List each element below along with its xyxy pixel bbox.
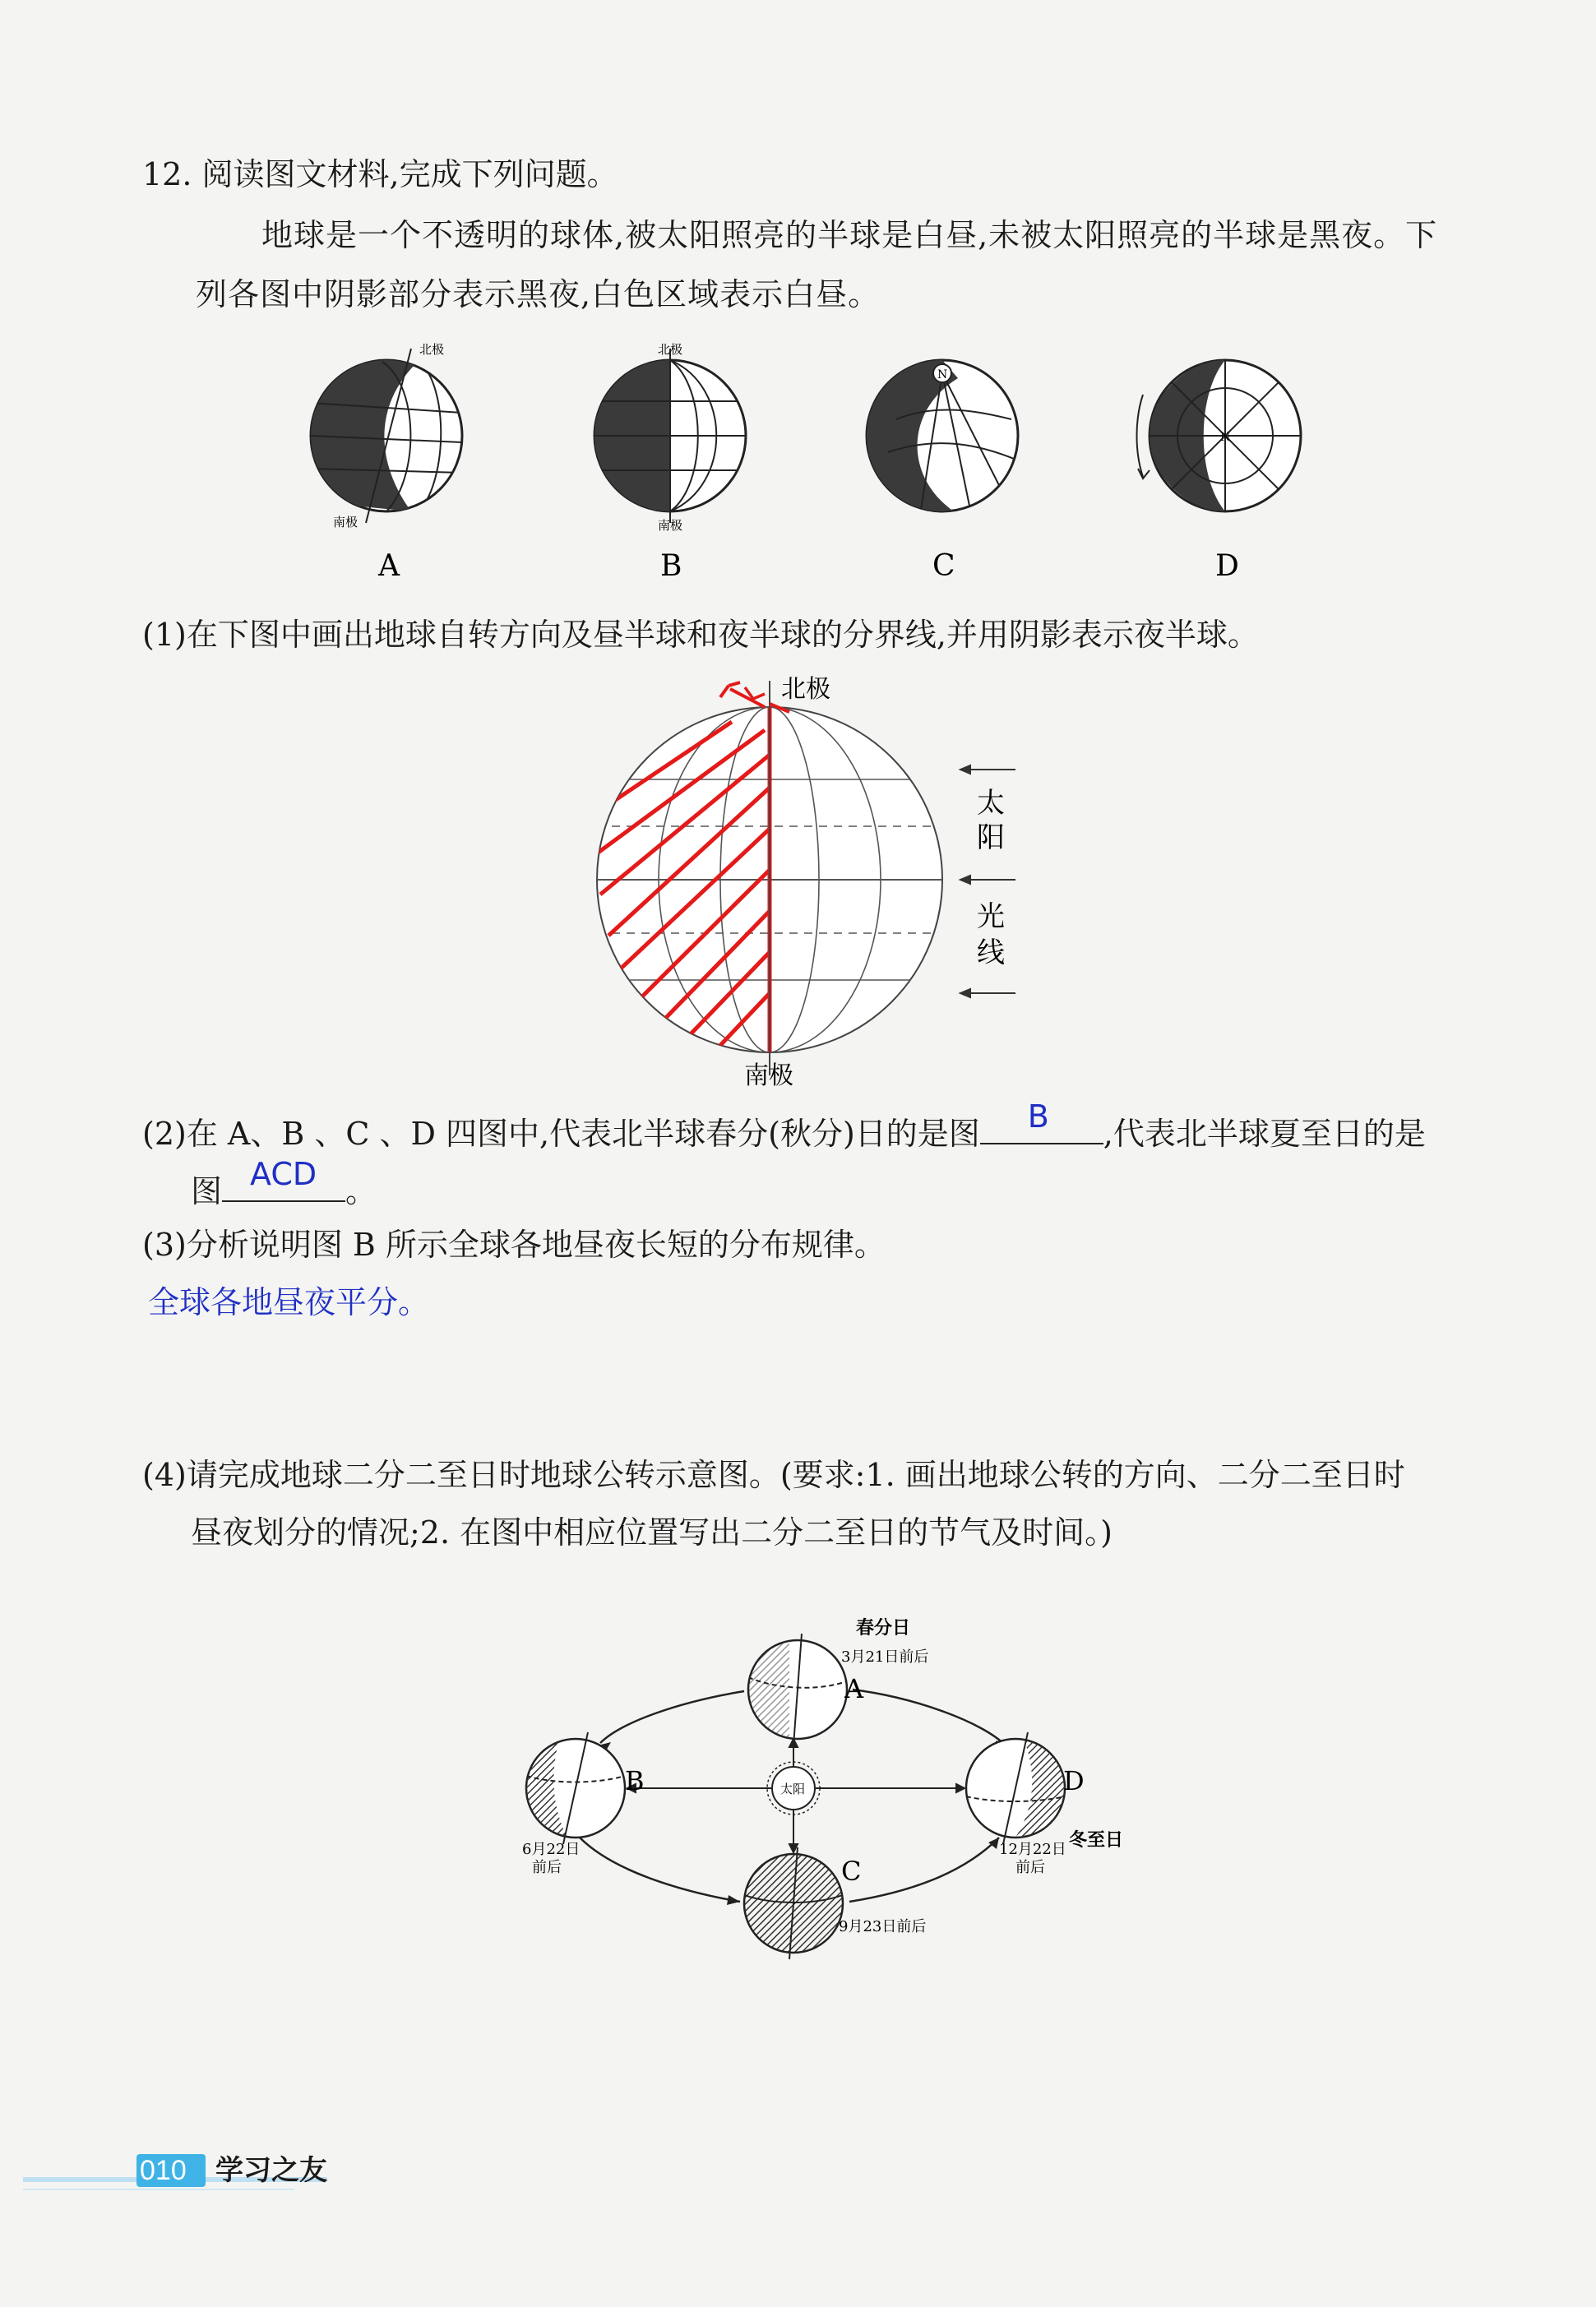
- globe-c: [867, 360, 1018, 511]
- sun-label-char-2: 阳: [977, 821, 1005, 854]
- q2-text-b: ,代表北半球夏至日的是: [1103, 1116, 1426, 1152]
- sun-label: 太阳: [780, 1782, 806, 1796]
- page-number: 010: [140, 2155, 187, 2186]
- globe-a: [311, 342, 462, 529]
- q1-globe-figure: [576, 664, 1036, 1100]
- globe-b-north-label: 北极: [658, 342, 683, 357]
- q4-line-2: 昼夜划分的情况;2. 在图中相应位置写出二分二至日的节气及时间。): [191, 1514, 1113, 1551]
- winter-solstice-label: 冬至日: [1069, 1829, 1124, 1851]
- globe-a-south-label: 南极: [333, 515, 359, 529]
- q3-answer: 全球各地昼夜平分。: [148, 1284, 430, 1320]
- book-title: 学习之友: [215, 2154, 327, 2187]
- q2-text-c: 图: [191, 1173, 223, 1209]
- globe-row-figure: [296, 337, 1316, 600]
- q2-answer-a: B: [1027, 1098, 1049, 1135]
- q2-line-2: [191, 1156, 377, 1211]
- earth-a-letter: A: [844, 1673, 864, 1704]
- dec-after: 前后: [1015, 1859, 1045, 1876]
- q2-blank-b: [222, 1156, 345, 1202]
- earth-d-letter: D: [1063, 1765, 1085, 1796]
- earth-a: [748, 1634, 847, 1745]
- rays-label-char-2: 线: [977, 936, 1005, 969]
- globe-c-n-mark: N: [937, 368, 948, 381]
- rays-label-char-1: 光: [977, 900, 1005, 933]
- june-after: 前后: [532, 1859, 562, 1876]
- sun-label-char-1: 太: [977, 787, 1005, 820]
- globe-a-north-label: 北极: [419, 342, 445, 357]
- q1-south-pole: 南极: [744, 1061, 793, 1090]
- globe-b: [594, 342, 746, 533]
- globe-d-label: D: [1215, 549, 1239, 583]
- q2-text-a: (2)在 A、B 、C 、D 四图中,代表北半球春分(秋分)日的是图: [142, 1116, 980, 1152]
- sep-date: 9月23日前后: [839, 1918, 927, 1935]
- q2-line-1: [142, 1098, 1426, 1154]
- globe-d: [1137, 360, 1302, 511]
- q2-answer-b: ACD: [250, 1156, 317, 1192]
- question-header: 12. 阅读图文材料,完成下列问题。: [142, 156, 618, 192]
- intro-line-2: 列各图中阴影部分表示黑夜,白色区域表示白昼。: [196, 276, 881, 312]
- globe-b-label: B: [660, 549, 682, 583]
- sun-symbol: [767, 1762, 820, 1815]
- earth-d: [966, 1732, 1065, 1844]
- earth-c: [744, 1847, 843, 1959]
- spring-equinox-label: 春分日: [856, 1617, 911, 1639]
- q2-text-d: 。: [345, 1173, 377, 1209]
- june-date: 6月22日: [522, 1841, 581, 1858]
- dec-date: 12月22日: [999, 1841, 1066, 1858]
- earth-c-letter: C: [841, 1856, 862, 1887]
- spring-equinox-date: 3月21日前后: [841, 1648, 929, 1666]
- orbit-diagram: [456, 1599, 1180, 1986]
- intro-line-1: 地球是一个不透明的球体,被太阳照亮的半球是白昼,未被太阳照亮的半球是黑夜。下: [261, 217, 1438, 253]
- earth-b: [526, 1732, 625, 1844]
- q4-line-1: (4)请完成地球二分二至日时地球公转示意图。(要求:1. 画出地球公转的方向、二分二至日时: [142, 1457, 1405, 1493]
- q1-text: (1)在下图中画出地球自转方向及昼半球和夜半球的分界线,并用阴影表示夜半球。: [142, 617, 1259, 653]
- q2-blank-a: [980, 1098, 1103, 1144]
- q1-north-pole: 北极: [781, 675, 830, 704]
- globe-c-label: C: [932, 549, 955, 583]
- earth-b-letter: B: [625, 1765, 645, 1796]
- globe-b-south-label: 南极: [658, 518, 683, 533]
- globe-a-label: A: [378, 549, 400, 583]
- globe-d-n-mark: N: [1220, 431, 1231, 444]
- q3-text: (3)分析说明图 B 所示全球各地昼夜长短的分布规律。: [142, 1227, 886, 1263]
